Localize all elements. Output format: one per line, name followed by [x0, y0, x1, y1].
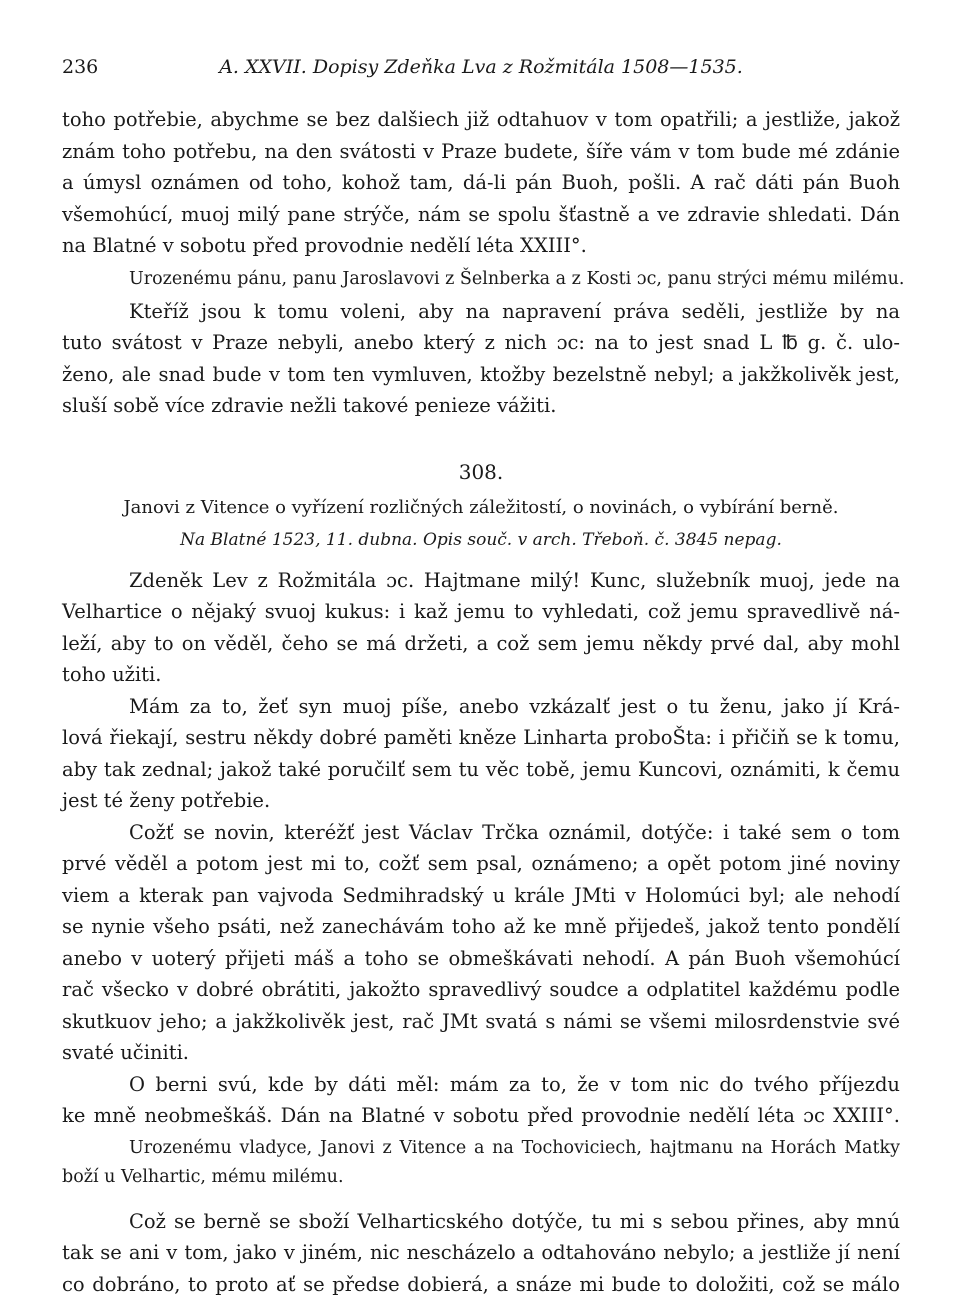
text-line: ke mně neobmeškáš. Dán na Blatné v sobotu před provodnie nedělí léta ɔc XXIII°.	[62, 1100, 900, 1132]
letter-paragraph	[62, 817, 900, 1069]
document-number: 308.	[62, 457, 900, 487]
letter-address	[62, 1134, 900, 1192]
address-line: Urozenému pánu, panu Jaroslavovi z Šelnberka a z Kosti ɔc, panu strýci mému milému.	[62, 265, 900, 294]
previous-letter-postscript	[62, 296, 900, 422]
book-page	[62, 52, 900, 1300]
text-line: všemohúcí, muoj milý pane strýče, nám se spolu šťastně a ve zdravie shledati. Dán	[62, 199, 900, 231]
text-line: Zdeněk Lev z Rožmitála ɔc. Hajtmane milý! Kunc, služebník muoj, jede na	[62, 565, 900, 597]
running-title: A. XXVII. Dopisy Zdeňka Lva z Rožmitála 1508—1535.	[62, 52, 900, 82]
document-source: Na Blatné 1523, 11. dubna. Opis souč. v arch. Třeboň. č. 3845 nepag.	[62, 525, 900, 555]
text-line: ženo, ale snad bude v tom ten vymluven, ktožby bezelstně nebyl; a jakžkolivěk jest,	[62, 359, 900, 391]
text-line: O berni svú, kde by dáti měl: mám za to, že v tom nic do tvého příjezdu	[62, 1069, 900, 1101]
letter-postscript	[62, 1206, 900, 1300]
letter-paragraph	[62, 1069, 900, 1132]
text-line: Cožť se novin, kteréžť jest Václav Trčka oznámil, dotýče: i také sem o tom	[62, 817, 900, 849]
text-line: Mám za to, žeť syn muoj píše, anebo vzkázalť jest o tu ženu, jako jí Krá-	[62, 691, 900, 723]
text-line: skutkuov jeho; a jakžkolivěk jest, rač JMt svatá s námi se všemi milosrdenstvie své	[62, 1006, 900, 1038]
text-line: tak se ani v tom, jako v jiném, nic nescházelo a odtahováno nebylo; a jestliže jí není	[62, 1237, 900, 1269]
text-line: se nynie všeho psáti, než zanechávám toho až ke mně přijedeš, jakož tento pondělí	[62, 911, 900, 943]
text-line: znám toho potřebu, na den svátosti v Praze budete, šíře vám v tom bude mé zdánie	[62, 136, 900, 168]
text-line: aby tak zednal; jakož také poručilť sem tu věc tobě, jemu Kuncovi, oznámiti, k čemu	[62, 754, 900, 786]
letter-paragraph	[62, 691, 900, 817]
text-line: toho potřebie, abychme se bez dalšiech již odtahuov v tom opatřili; a jestliže, jakož	[62, 104, 900, 136]
text-line: viem a kterak pan vajvoda Sedmihradský u krále JMti v Holomúci byl; ale nehodí	[62, 880, 900, 912]
running-head	[62, 52, 900, 82]
text-line: leží, aby to on věděl, čeho se má držeti, a což sem jemu někdy prvé dal, aby mohl	[62, 628, 900, 660]
text-line: toho užiti.	[62, 659, 900, 691]
text-line: sluší sobě více zdravie nežli takové penieze vážiti.	[62, 390, 900, 422]
address-line: Urozenému vladyce, Janovi z Vitence a na Tochoviciech, hajtmanu na Horách Matky	[62, 1134, 900, 1163]
text-line: jest té ženy potřebie.	[62, 785, 900, 817]
document-regest: Janovi z Vitence o vyřízení rozličných záležitostí, o novinách, o vybírání berně.	[62, 493, 900, 523]
text-line: co dobráno, to proto ať se předse dobierá, a snáze mi bude to doložiti, což se málo	[62, 1269, 900, 1300]
previous-letter-address	[62, 265, 900, 294]
letter-paragraph	[62, 565, 900, 691]
page-number: 236	[62, 52, 98, 82]
text-line: rač všecko v dobré obrátiti, jakožto spravedlivý soudce a odplatitel každému podle	[62, 974, 900, 1006]
text-line: svaté učiniti.	[62, 1037, 900, 1069]
text-line: tuto svátost v Praze nebyli, anebo který z nich ɔc: na to jest snad L ℔ g. č. ulo-	[62, 327, 900, 359]
text-line: na Blatné v sobotu před provodnie nedělí léta XXIII°.	[62, 230, 900, 262]
text-line: prvé věděl a potom jest mi to, cožť sem psal, oznámeno; a opět potom jiné noviny	[62, 848, 900, 880]
address-line: boží u Velhartic, mému milému.	[62, 1163, 900, 1192]
text-line: a úmysl oznámen od toho, kohož tam, dá-li pán Buoh, pošli. A rač dáti pán Buoh	[62, 167, 900, 199]
previous-letter-text	[62, 104, 900, 262]
text-line: Velhartice o nějaký svuoj kukus: i kaž jemu to vyhledati, což jemu spravedlivě ná-	[62, 596, 900, 628]
text-line: Kteříž jsou k tomu voleni, aby na napravení práva seděli, jestliže by na	[62, 296, 900, 328]
text-line: Což se berně se sboží Velharticského dotýče, tu mi s sebou přines, aby mnú	[62, 1206, 900, 1238]
text-line: lová řiekají, sestru někdy dobré paměti kněze Linharta proboŠta: i přičiň se k tomu,	[62, 722, 900, 754]
text-line: anebo v uoterý přijeti máš a toho se obmeškávati nehodí. A pán Buoh všemohúcí	[62, 943, 900, 975]
